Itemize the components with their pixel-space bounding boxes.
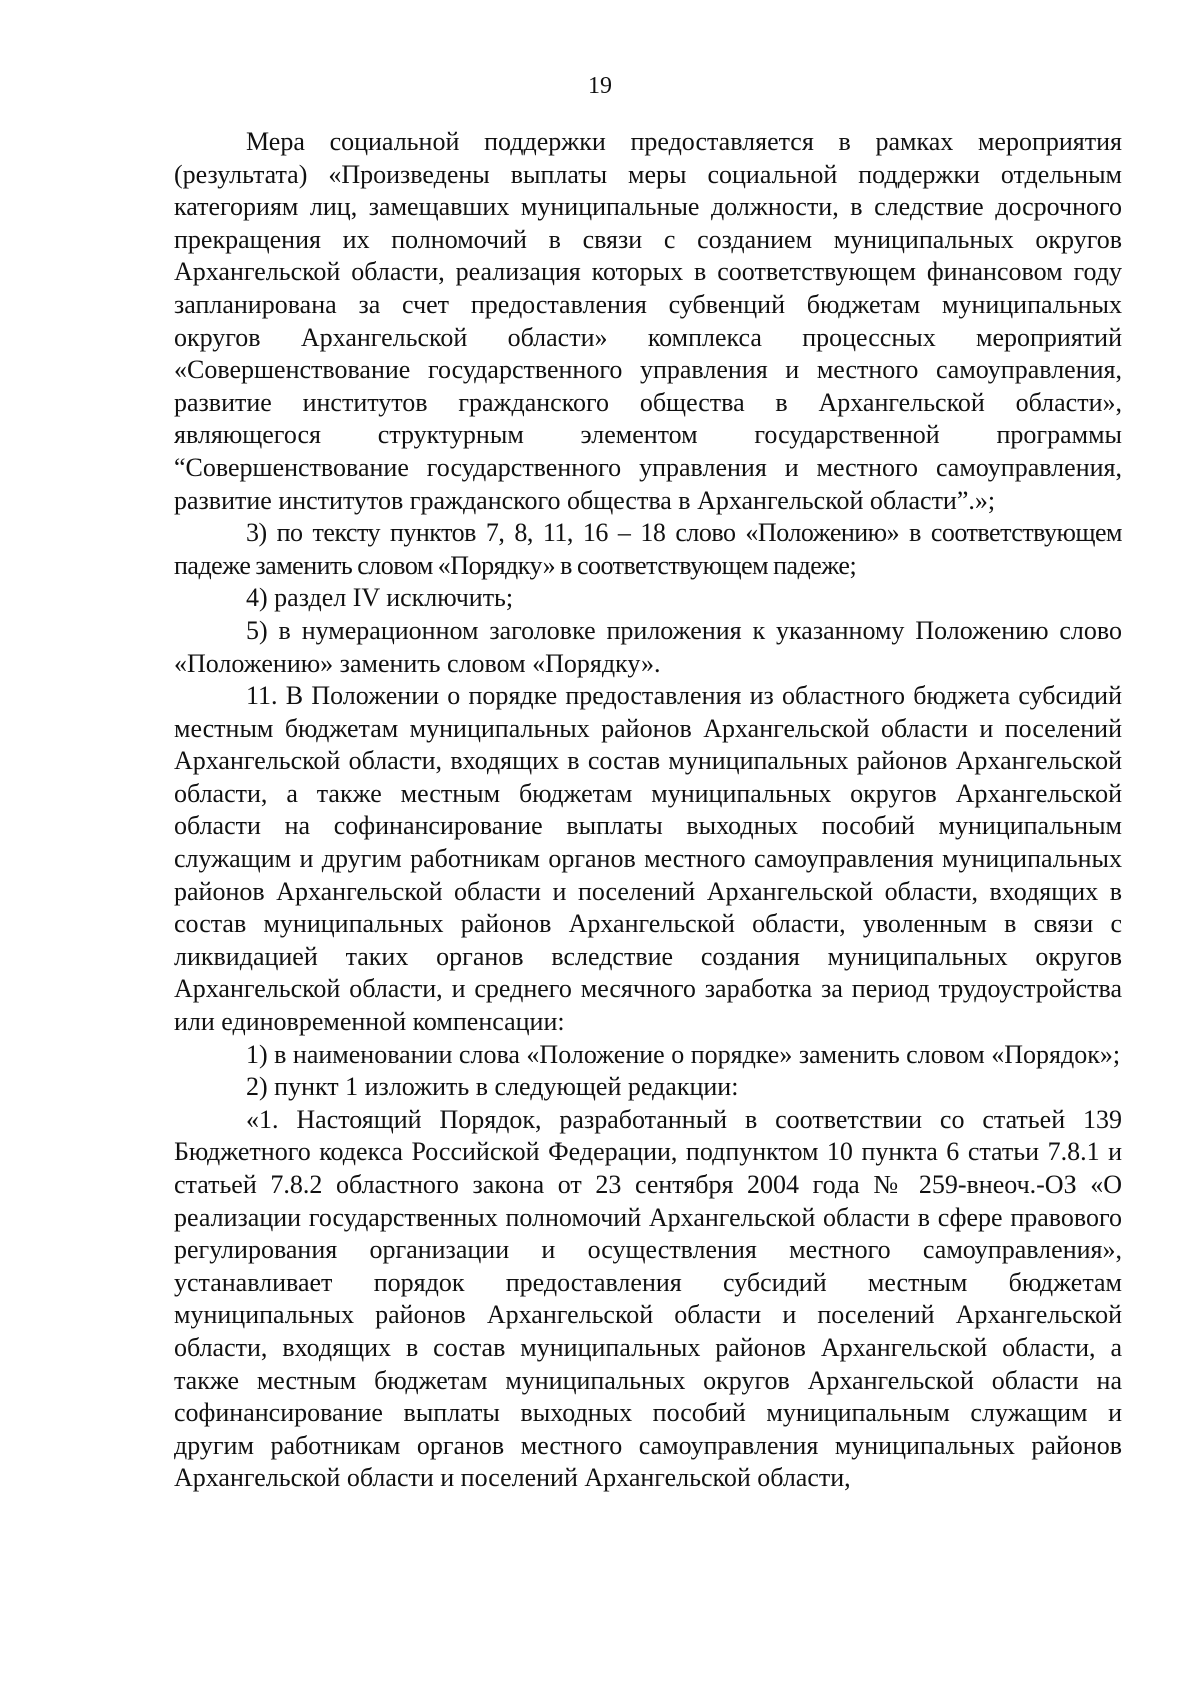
paragraph-clause-1: «1. Настоящий Порядок, разработанный в соответствии со статьей 139 Бюджетного кодекса Российской Федерации, подпунктом 10 пункта 6 статьи 7.8.1 и статьей 7.8.2 областного закона от 23 сентября 2004 года № 259-внеоч.-ОЗ «О реализации государственных полномочий Архангельской области в сфере правового регулирования организации и осуществления местного самоуправления», устанавливает порядок предоставления субсидий местным бюджетам муниципальных районов Архангельской области и поселений Архангельской области, входящих в состав муниципальных районов Архангельской области, а также местным бюджетам муниципальных округов Архангельской области на софинансирование выплаты выходных пособий муниципальным служащим и другим работникам органов местного самоуправления муниципальных районов Архангельской области и поселений Архангельской области, [174, 1104, 1122, 1493]
paragraph-item-1: 1) в наименовании слова «Положение о порядке» заменить словом «Порядок»; [246, 1039, 1121, 1069]
paragraph-item-2: 2) пункт 1 изложить в следующей редакции: [246, 1072, 739, 1102]
paragraph-item-5: 5) в нумерационном заголовке приложения к указанному Положению слово «Положению» заменить словом «Порядку». [174, 615, 1122, 678]
paragraph-section-11: 11. В Положении о порядке предоставления из областного бюджета субсидий местным бюджетам муниципальных районов Архангельской области и поселений Архангельской области, входящих в состав муниципальных районов Архангельской области, а также местным бюджетам муниципальных округов Архангельской области на софинансирование выплаты выходных пособий муниципальным служащим и другим работникам органов местного самоуправления муниципальных районов Архангельской области и поселений Архангельской области, входящих в состав муниципальных районов Архангельской области, уволенным в связи с ликвидацией таких органов вследствие создания муниципальных округов Архангельской области, и среднего месячного заработка за период трудоустройства или единовременной компенсации: [174, 681, 1122, 1037]
paragraph-support-measure: Мера социальной поддержки предоставляется в рамках мероприятия (результата) «Произведены выплаты меры социальной поддержки отдельным категориям лиц, замещавших муниципальные должности, в следствие досрочного прекращения их полномочий в связи с созданием муниципальных округов Архангельской области, реализация которых в соответствующем финансовом году запланирована за счет предоставления субвенций бюджетам муниципальных округов Архангельской области» комплекса процессных мероприятий «Совершенствование государственного управления и местного самоуправления, развитие институтов гражданского общества в Архангельской области», являющегося структурным элементом государственной программы “Совершенствование государственного управления и местного самоуправления, развитие институтов гражданского общества в Архангельской области”.»; [174, 127, 1122, 515]
document-body [174, 126, 1122, 1495]
page-number: 19 [588, 73, 612, 99]
paragraph-item-3: 3) по тексту пунктов 7, 8, 11, 16 – 18 слово «Положению» в соответствующем падеже заменить словом «Порядку» в соответствующем падеже; [174, 518, 1122, 580]
paragraph-item-4: 4) раздел IV исключить; [246, 583, 514, 613]
